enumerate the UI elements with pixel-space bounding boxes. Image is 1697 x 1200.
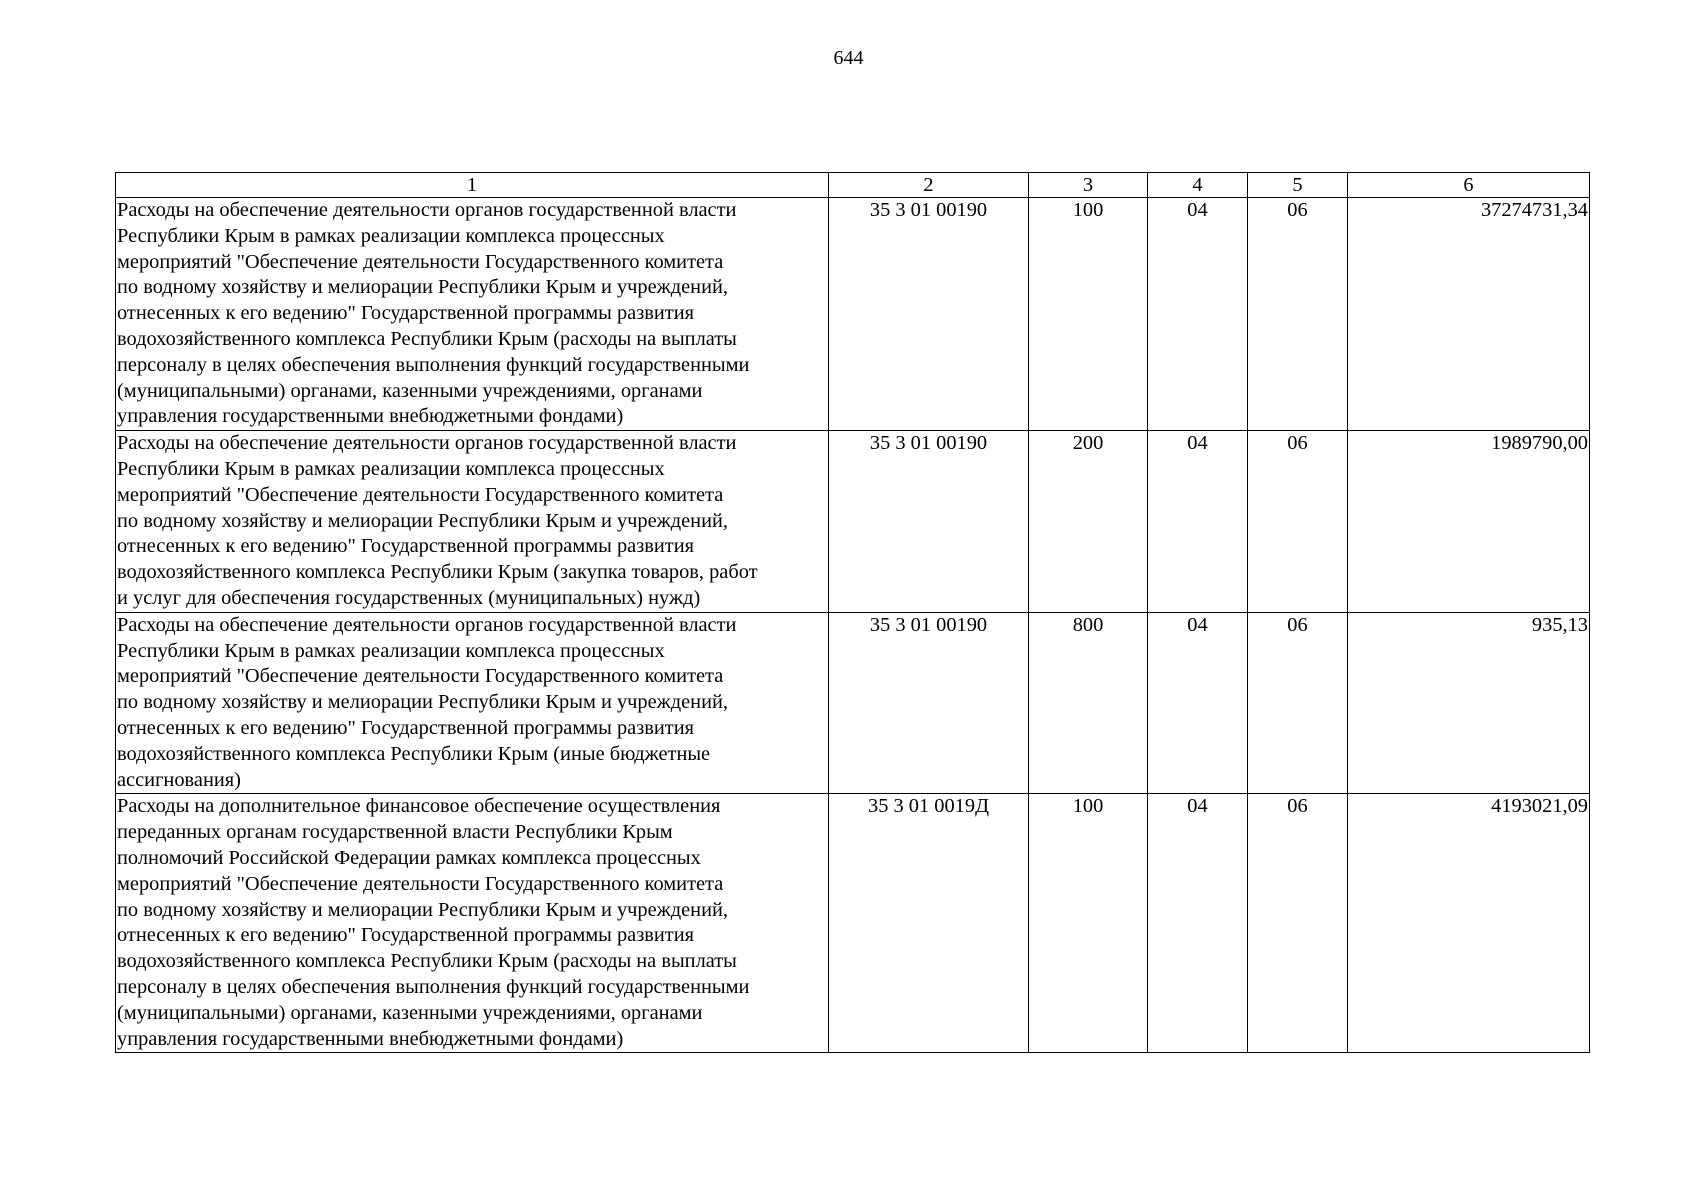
section-cell: 04: [1148, 794, 1248, 1053]
description-line: Республики Крым в рамках реализации комплекса процессных: [117, 224, 665, 247]
description-line: по водному хозяйству и мелиорации Республики Крым и учреждений,: [117, 509, 729, 532]
column-header-4: 4: [1148, 173, 1248, 198]
page-number: 644: [833, 47, 864, 69]
description-line: водохозяйственного комплекса Республики Крым (расходы на выплаты: [117, 327, 737, 350]
description-line: по водному хозяйству и мелиорации Республики Крым и учреждений,: [117, 898, 729, 921]
expense-type-cell: 200: [1029, 431, 1148, 613]
description-line: водохозяйственного комплекса Республики Крым (расходы на выплаты: [117, 950, 737, 973]
description-line: Расходы на дополнительное финансовое обеспечение осуществления: [117, 795, 721, 818]
table-row: [116, 794, 1590, 1053]
description-line: отнесенных к его ведению" Государственной программы развития: [117, 302, 694, 325]
amount-cell: 935,13: [1348, 612, 1590, 794]
description-line: управления государственными внебюджетными фондами): [117, 1027, 624, 1050]
table-row: [116, 612, 1590, 794]
description-line: отнесенных к его ведению" Государственной программы развития: [117, 924, 694, 947]
program-code-cell: 35 3 01 0019Д: [829, 794, 1029, 1053]
description-line: ассигнования): [117, 768, 241, 791]
description-line: водохозяйственного комплекса Республики Крым (иные бюджетные: [117, 742, 711, 765]
description-line: полномочий Российской Федерации рамках комплекса процессных: [117, 846, 701, 869]
description-line: Расходы на обеспечение деятельности органов государственной власти: [117, 613, 737, 636]
description-line: мероприятий "Обеспечение деятельности Государственного комитета: [117, 665, 724, 688]
program-code-cell: 35 3 01 00190: [829, 198, 1029, 431]
description-line: и услуг для обеспечения государственных (муниципальных) нужд): [117, 586, 701, 609]
description-line: водохозяйственного комплекса Республики Крым (закупка товаров, работ: [117, 561, 758, 584]
description-line: Расходы на обеспечение деятельности органов государственной власти: [117, 199, 737, 221]
expense-description: [116, 431, 829, 613]
column-header-1: 1: [116, 173, 829, 198]
amount-cell: 4193021,09: [1348, 794, 1590, 1053]
subsection-cell: 06: [1248, 431, 1348, 613]
budget-table: [115, 172, 1590, 1053]
description-line: Расходы на обеспечение деятельности органов государственной власти: [117, 432, 737, 455]
description-line: персоналу в целях обеспечения выполнения функций государственными: [117, 975, 750, 998]
description-line: по водному хозяйству и мелиорации Республики Крым и учреждений,: [117, 691, 729, 714]
description-line: мероприятий "Обеспечение деятельности Государственного комитета: [117, 483, 724, 506]
section-cell: 04: [1148, 198, 1248, 431]
description-line: (муниципальными) органами, казенными учреждениями, органами: [117, 379, 703, 402]
expense-type-cell: 100: [1029, 794, 1148, 1053]
amount-cell: 1989790,00: [1348, 431, 1590, 613]
table-row: [116, 431, 1590, 613]
expense-type-cell: 100: [1029, 198, 1148, 431]
program-code-cell: 35 3 01 00190: [829, 431, 1029, 613]
description-line: переданных органам государственной власти Республики Крым: [117, 821, 673, 844]
description-line: Республики Крым в рамках реализации комплекса процессных: [117, 639, 665, 662]
section-cell: 04: [1148, 612, 1248, 794]
description-line: отнесенных к его ведению" Государственной программы развития: [117, 535, 694, 558]
description-line: персоналу в целях обеспечения выполнения функций государственными: [117, 353, 750, 376]
column-header-2: 2: [829, 173, 1029, 198]
subsection-cell: 06: [1248, 794, 1348, 1053]
description-line: (муниципальными) органами, казенными учреждениями, органами: [117, 1001, 703, 1024]
amount-cell: 37274731,34: [1348, 198, 1590, 431]
expense-description: [116, 198, 829, 431]
description-line: мероприятий "Обеспечение деятельности Государственного комитета: [117, 250, 724, 273]
program-code-cell: 35 3 01 00190: [829, 612, 1029, 794]
table-header-row: [116, 173, 1590, 198]
description-line: отнесенных к его ведению" Государственной программы развития: [117, 716, 694, 739]
subsection-cell: 06: [1248, 612, 1348, 794]
description-line: мероприятий "Обеспечение деятельности Государственного комитета: [117, 872, 724, 895]
column-header-6: 6: [1348, 173, 1590, 198]
subsection-cell: 06: [1248, 198, 1348, 431]
column-header-5: 5: [1248, 173, 1348, 198]
column-header-3: 3: [1029, 173, 1148, 198]
expense-description: [116, 612, 829, 794]
description-line: по водному хозяйству и мелиорации Республики Крым и учреждений,: [117, 276, 729, 299]
expense-description: [116, 794, 829, 1053]
description-line: управления государственными внебюджетными фондами): [117, 405, 624, 428]
description-line: Республики Крым в рамках реализации комплекса процессных: [117, 457, 665, 480]
expense-type-cell: 800: [1029, 612, 1148, 794]
table-row: [116, 198, 1590, 431]
section-cell: 04: [1148, 431, 1248, 613]
